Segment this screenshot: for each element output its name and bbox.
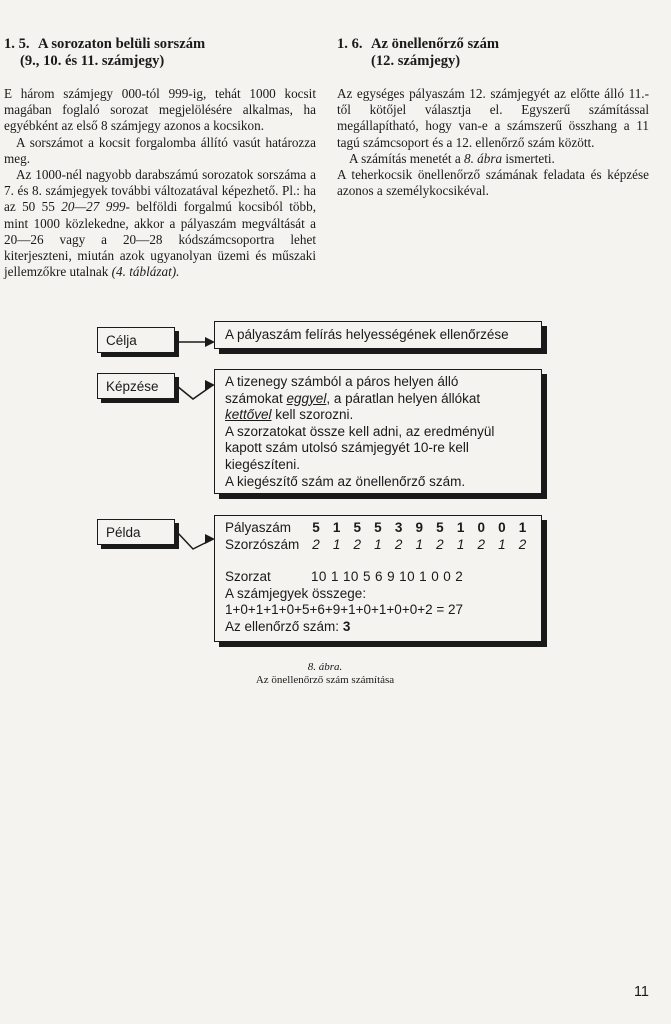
szorzoszam-row: Szorzószám 2 1 2 1 2 1 2 1 2 1 2: [225, 536, 531, 552]
section-heading-1-5: [4, 36, 316, 70]
figure-title: Az önellenőrző szám számítása: [255, 674, 395, 686]
section-heading-1-6: [337, 36, 649, 70]
page-number: 11: [633, 984, 649, 1000]
paragraph: E három számjegy 000-tól 999-ig, tehát 1000 kocsit magában foglaló sorozat megjelölésére alkalmas, ha egyébként az első 8 számjegy azonos a kocsikon.: [4, 86, 316, 134]
celja-label-box: Célja: [97, 327, 175, 353]
left-column: [4, 36, 316, 280]
section-subtitle: (12. számjegy): [371, 53, 461, 69]
szorzat-row: Szorzat 10 1 10 5 6 9 10 1 0 0 2: [225, 569, 464, 585]
kepzese-label-box: Képzése: [97, 373, 175, 399]
control-number: Az ellenőrző szám: 3: [225, 618, 351, 634]
paragraph: A számítás menetét a 8. ábra ismerteti.: [349, 150, 555, 166]
sum-label: A számjegyek összege:: [225, 585, 367, 601]
arrow-icon: [175, 373, 217, 401]
pelda-label-box: Példa: [97, 519, 175, 545]
palyaszam-row: Pályaszám 5 1 5 5 3 9 5 1 0 0 1: [225, 520, 531, 535]
kepzese-content-box: A tizenegy számból a páros helyen álló számokat eggyel, a páratlan helyen állókat kettővel kell szorozni. A szorzatokat össze kell adni, az eredményül kapott szám utolsó számjegyét 10-re kell kiegészíteni. A kiegészítő szám az önellenőrző szám.: [214, 369, 542, 494]
section-number: 1. 5.: [4, 36, 30, 52]
sum-value: 1+0+1+1+0+5+6+9+1+0+1+0+0+2 = 27: [225, 602, 464, 618]
figure-number: 8. ábra.: [307, 661, 343, 673]
section-title: A sorozaton belüli sorszám: [38, 36, 206, 52]
paragraph: A sorszámot a kocsit forgalomba állító vasút határozza meg.: [4, 134, 316, 166]
right-column: [337, 36, 649, 199]
section-subtitle: (9., 10. és 11. számjegy): [20, 53, 165, 69]
arrow-icon: [175, 519, 217, 553]
arrow-icon: [175, 330, 217, 354]
figure-caption: [160, 661, 490, 687]
section-title: Az önellenőrző szám: [371, 36, 500, 52]
paragraph: Az egységes pályaszám 12. számjegyét az előtte álló 11.-től kötőjel választja el. Egyszerű számítással megállapítható, hogy van-e a számszerű összhang a 11 tagú számcsoport és a 12. ellenőrző szám között.: [337, 86, 649, 150]
celja-content-box: A pályaszám felírás helyességének ellenőrzése: [214, 321, 542, 349]
paragraph: A teherkocsik önellenőrző számának feladata és képzése azonos a személykocsikéval.: [337, 167, 649, 199]
pelda-content-box: [214, 515, 542, 642]
section-number: 1. 6.: [337, 36, 363, 52]
paragraph: Az 1000-nél nagyobb darabszámú sorozatok sorszáma a 7. és 8. számjegyek további változatával képezhető. Pl.: ha az 50 55 20—27 999- belföldi forgalmú kocsiból több, mint 1000 közlekedne, akkor a pályaszám megváltását a 20—26 vagy a 20—28 kódszámcsoportra lehet kiterjeszteni, miután azok ugyanolyan üzemi és műszaki jellemzőkre utalnak (4. táblázat).: [4, 167, 317, 280]
